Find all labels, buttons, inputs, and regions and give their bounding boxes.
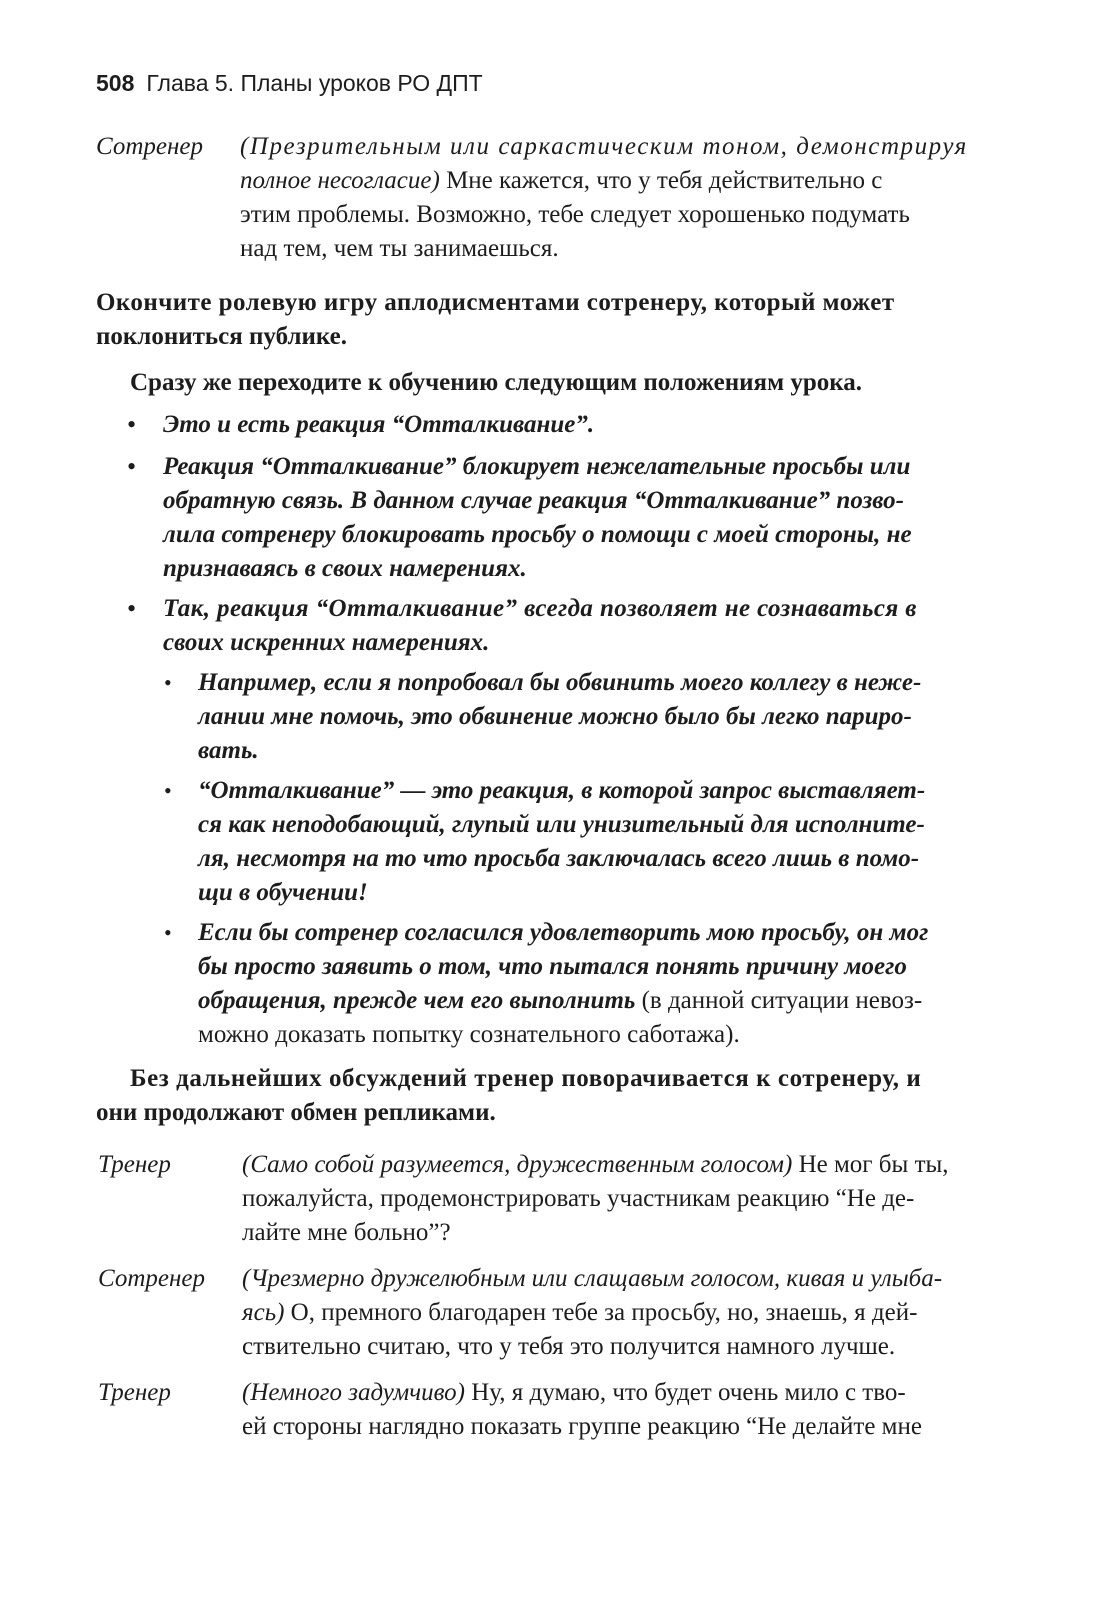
subbullet-marker: •: [164, 778, 172, 803]
stage-direction: (Немного задумчиво): [242, 1379, 465, 1406]
bullet-marker: •: [127, 594, 137, 623]
dialogue-line: [242, 1296, 917, 1330]
subbullet-text: щи в обучении!: [198, 879, 368, 906]
dialogue-line: над тем, чем ты занимаешься.: [240, 235, 559, 262]
bullet-text: признаваясь в своих намерениях.: [163, 555, 527, 582]
dialogue-text: Мне кажется, что у тебя действительно с: [439, 167, 883, 194]
dialogue-line: ей стороны наглядно показать группе реакцию “Не делайте мне: [242, 1413, 922, 1440]
speaker-cotrainer: Сотренер: [98, 1265, 205, 1292]
subbullet-text: вать.: [198, 737, 259, 764]
subbullet-marker: •: [164, 920, 172, 945]
subbullet-text: [198, 984, 922, 1018]
speaker-cotrainer: Сотренер: [96, 133, 203, 160]
speaker-trainer: Тренер: [98, 1151, 171, 1178]
dialogue-line: (Презрительным или саркастическим тоном, демонстрируя: [240, 133, 968, 160]
stage-direction: ясь): [242, 1299, 285, 1326]
subbullet-marker: •: [164, 670, 172, 695]
instruction-line: поклониться публике.: [96, 323, 348, 350]
dialogue-text: Не мог бы ты,: [792, 1151, 949, 1178]
subbullet-text: бы просто заявить о том, что пытался понять причину моего: [198, 953, 907, 980]
subbullet-text: Если бы сотренер согласился удовлетворить мою просьбу, он мог: [198, 919, 929, 946]
dialogue-line: лайте мне больно”?: [242, 1219, 451, 1246]
bullet-text: Так, реакция “Отталкивание” всегда позволяет не сознаваться в: [163, 595, 917, 622]
bullet-marker: •: [127, 452, 137, 481]
speaker-trainer: Тренер: [98, 1379, 171, 1406]
stage-direction: (Само собой разумеется, дружественным голосом): [242, 1151, 793, 1178]
subbullet-text: ля, несмотря на то что просьба заключалась всего лишь в помо-: [198, 845, 920, 872]
dialogue-text: О, премного благодарен тебе за просьбу, но, знаешь, я дей-: [284, 1299, 918, 1326]
dialogue-line: пожалуйста, продемонстрировать участникам реакцию “Не де-: [242, 1185, 915, 1212]
dialogue-line: [242, 1148, 949, 1182]
subbullet-text: можно доказать попытку сознательного саботажа).: [198, 1021, 740, 1048]
bullet-marker: •: [127, 410, 137, 439]
bullet-text: обратную связь. В данном случае реакция “Отталкивание” позво-: [163, 487, 904, 514]
stage-direction: полное несогласие): [240, 167, 440, 194]
dialogue-line: ствительно считаю, что у тебя это получится намного лучше.: [242, 1333, 896, 1360]
instruction-line: они продолжают обмен репликами.: [96, 1099, 496, 1126]
bullet-text: своих искренних намерениях.: [163, 629, 490, 656]
dialogue-line: [242, 1376, 906, 1410]
instruction-line: Без дальнейших обсуждений тренер поворачивается к сотренеру, и: [130, 1065, 922, 1092]
dialogue-line: этим проблемы. Возможно, тебе следует хорошенько подумать: [240, 201, 910, 228]
subbullet-text: лании мне помочь, это обвинение можно было бы легко париро-: [198, 703, 912, 730]
bullet-text: лила сотренеру блокировать просьбу о помощи с моей стороны, не: [163, 521, 912, 548]
bullet-text: Реакция “Отталкивание” блокирует нежелательные просьбы или: [163, 453, 911, 480]
instruction-line: Окончите ролевую игру аплодисментами сотренеру, который может: [96, 289, 895, 316]
plain-text: (в данной ситуации невоз-: [635, 987, 923, 1014]
emphasis-text: обращения, прежде чем его выполнить: [198, 987, 636, 1014]
running-head: [96, 70, 483, 97]
chapter-title: Глава 5. Планы уроков РО ДПТ: [146, 70, 483, 96]
instruction-line: Сразу же переходите к обучению следующим положениям урока.: [130, 369, 863, 396]
bullet-text: Это и есть реакция “Отталкивание”.: [163, 411, 595, 438]
dialogue-line: (Чрезмерно дружелюбным или слащавым голосом, кивая и улыба-: [242, 1265, 943, 1292]
page-number: 508: [96, 70, 135, 96]
dialogue-text: Ну, я думаю, что будет очень мило с тво-: [465, 1379, 906, 1406]
subbullet-text: ся как неподобающий, глупый или унизительный для исполните-: [198, 811, 925, 838]
dialogue-line: [240, 164, 882, 198]
subbullet-text: Например, если я попробовал бы обвинить моего коллегу в неже-: [198, 669, 922, 696]
subbullet-text: “Отталкивание” — это реакция, в которой запрос выставляет-: [198, 777, 926, 804]
